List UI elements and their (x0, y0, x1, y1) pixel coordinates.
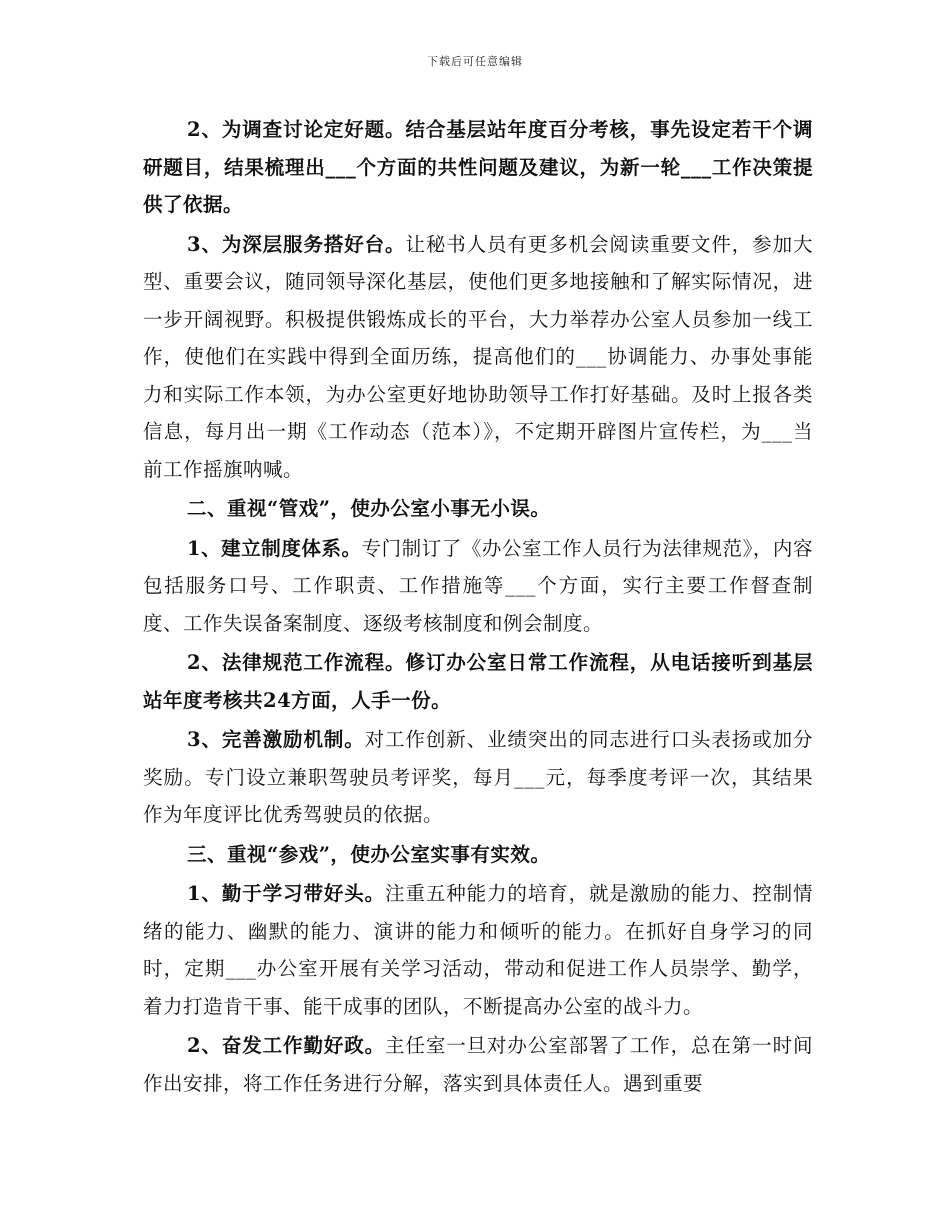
paragraph-2-heading: 3、为深层服务搭好台。 (187, 232, 406, 256)
paragraph-6-text: 注重五种能力的培育，就是激励的能力、控制情绪的能力、幽默的能力、演讲的能力和倾听的能力。在抓好自身学习的同时，定期___办公室开展有关学习活动，带动和促进工作人员崇学、勤学，着力打造肯干事、能干成事的团队，不断提高办公室的战斗力。 (143, 882, 813, 1018)
document-body (143, 111, 813, 1102)
paragraph-4 (143, 644, 813, 719)
section-heading-3-text: 三、重视“参戏”，使办公室实事有实效。 (187, 842, 551, 866)
paragraph-7-heading: 2、奋发工作勤好政。 (187, 1034, 386, 1057)
paragraph-6-heading: 1、勤于学习带好头。 (187, 882, 386, 905)
paragraph-2-text: 让秘书人员有更多机会阅读重要文件，参加大型、重要会议，随同领导深化基层，使他们更多地接触和了解实际情况，进一步开阔视野。积极提供锻炼成长的平台，大力举荐办公室人员参加一线工作，使他们在实践中得到全面历练，提高他们的___协调能力、办事处事能力和实际工作本领，为办公室更好地协助领导工作打好基础。及时上报各类信息，每月出一期《工作动态（范本）》，不定期开辟图片宣传栏，为___当前工作摇旗呐喊。 (143, 232, 813, 481)
section-heading-3 (143, 836, 813, 874)
paragraph-5-heading: 3、完善激励机制。 (187, 728, 365, 751)
paragraph-4-text: 2、法律规范工作流程。修订办公室日常工作流程，从电话接听到基层站年度考核共24方面，人手一份。 (143, 651, 813, 712)
paragraph-3 (143, 530, 813, 643)
paragraph-7 (143, 1027, 813, 1102)
paragraph-2 (143, 226, 813, 489)
section-heading-2-text: 二、重视“管戏”，使办公室小事无小误。 (187, 497, 551, 520)
paragraph-3-text: 专门制订了《办公室工作人员行为法律规范》，内容包括服务口号、工作职责、工作措施等___个方面，实行主要工作督查制度、工作失误备案制度、逐级考核制度和例会制度。 (143, 536, 813, 635)
paragraph-7-text: 主任室一旦对办公室部署了工作，总在第一时间作出安排，将工作任务进行分解，落实到具体责任人。遇到重要 (143, 1034, 813, 1095)
page-header: 下载后可任意编辑 (427, 55, 523, 68)
paragraph-5 (143, 721, 813, 834)
paragraph-6 (143, 875, 813, 1025)
paragraph-1 (143, 111, 813, 224)
section-heading-2 (143, 490, 813, 528)
paragraph-3-heading: 1、建立制度体系。 (187, 536, 362, 560)
paragraph-5-text: 对工作创新、业绩突出的同志进行口头表扬或加分奖励。专门设立兼职驾驶员考评奖，每月___元，每季度考评一次，其结果作为年度评比优秀驾驶员的依据。 (143, 728, 813, 826)
paragraph-1-text: 2、为调查讨论定好题。结合基层站年度百分考核，事先设定若干个调研题目，结果梳理出___个方面的共性问题及建议，为新一轮___工作决策提供了依据。 (143, 118, 813, 216)
